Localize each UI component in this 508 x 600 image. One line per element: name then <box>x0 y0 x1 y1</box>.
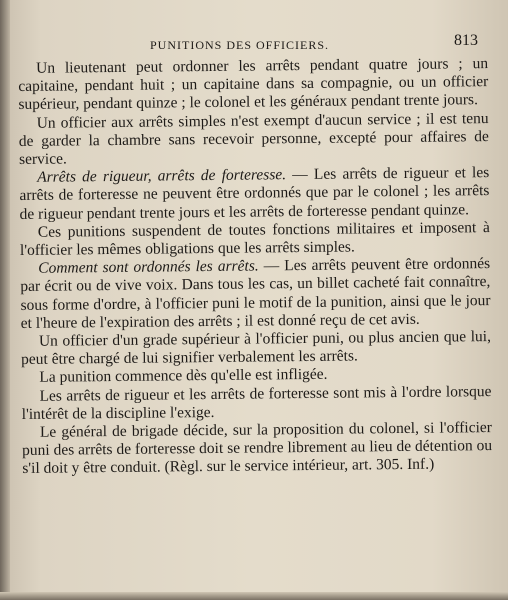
paragraph <box>18 55 489 115</box>
paragraph-text: — Les arrêts de rigueur et les arrêts de forteresse ne peuvent être ordonnés que par le colonel ; les arrêts de rigueur pendant trente jours et les arrêts de forteresse pendant quinze. <box>19 164 490 223</box>
body-text <box>18 55 492 479</box>
paragraph-text: Les arrêts de rigueur et les arrêts de forteresse sont mis à l'ordre lorsque l'intérêt de la discipline l'exige. <box>21 382 492 423</box>
paragraph-text: — Les arrêts peuvent être ordonnés par écrit ou de vive voix. Dans tous les cas, un billet cacheté fait connaître, sous forme d'ordre, à l'officier puni le motif de la punition, ainsi que le jour et l'heure de l'expiration des arrêts ; il est donné reçu de cet avis. <box>20 255 491 332</box>
paragraph-text: Un officier d'un grade supérieur à l'officier puni, ou plus ancien que lui, peut être chargé de lui signifier verbalement les arrêts. <box>21 328 492 369</box>
paragraph-text: La punition commence dès qu'elle est infligée. <box>39 366 328 387</box>
page-bottom-edge <box>0 592 508 600</box>
section-heading: Arrêts de rigueur, arrêts de forteresse. <box>37 166 287 187</box>
section-heading: Comment sont ordonnés les arrêts. <box>38 257 259 278</box>
paragraph-text: Un officier aux arrêts simples n'est exempt d'aucun service ; il est tenu de garder la chambre sans recevoir personne, excepté pour affaires de service. <box>18 109 489 169</box>
paragraph-text: Un lieutenant peut ordonner les arrêts pendant quatre jours ; un capitaine, pendant huit ; un capitaine dans sa compagnie, ou un officier supérieur, pendant quinze ; le colonel et les généraux pendant trente jours. <box>18 55 489 114</box>
paragraph-text: Ces punitions suspendent de toutes fonctions militaires et imposent à l'officier les mêmes obligations que les arrêts simples. <box>19 218 490 260</box>
paragraph <box>19 110 490 170</box>
page-gutter-shadow <box>0 0 10 600</box>
paragraph <box>22 419 493 479</box>
paragraph-text: Le général de brigade décide, sur la proposition du colonel, si l'officier puni des arrêts de forteresse doit se rendre librement au lieu de détention ou s'il doit y être conduit. (Règl. sur le service intérieur, art. 305. Inf.) <box>22 419 493 478</box>
page-number: 813 <box>454 32 478 49</box>
running-head: PUNITIONS DES OFFICIERS. <box>150 38 330 52</box>
paragraph <box>20 219 490 260</box>
paragraph <box>21 328 491 369</box>
paragraph <box>20 255 491 333</box>
paragraph <box>21 383 491 424</box>
paragraph <box>19 164 490 224</box>
